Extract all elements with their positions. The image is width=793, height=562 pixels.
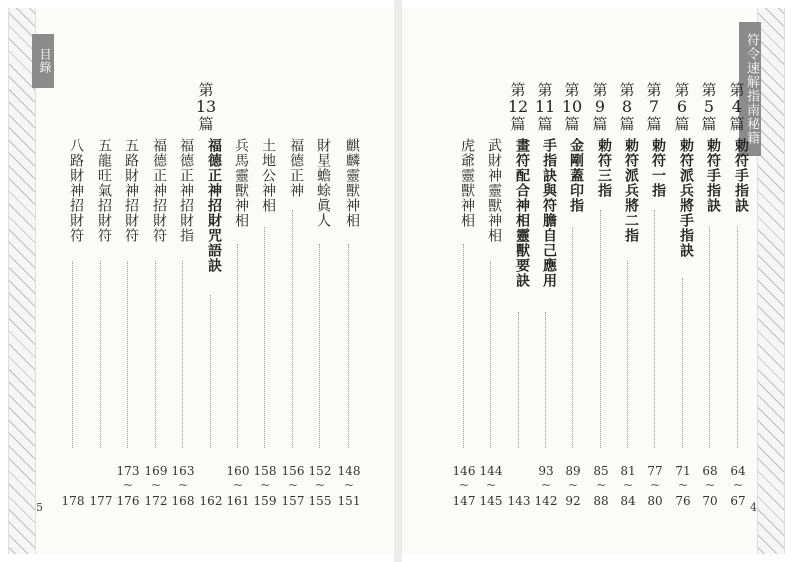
chapter-number: 9 (594, 97, 606, 116)
toc-leader-dots (600, 210, 601, 448)
toc-page-start: 148 (337, 464, 361, 478)
chapter-label-pian: 篇 (729, 115, 745, 133)
chapter-number: 12 (507, 97, 529, 116)
toc-page-end: 145 (479, 494, 503, 508)
chapter-heading (727, 82, 747, 132)
right-book-title-tab: 符令速解指南秘籍 (739, 22, 761, 156)
toc-entry-title[interactable]: 五路財神招財符 (123, 138, 139, 243)
toc-page-end: 161 (226, 494, 250, 508)
toc-leader-dots (463, 244, 464, 448)
toc-entry-title[interactable]: 虎爺靈獸神相 (459, 138, 475, 228)
chapter-label-di: 第 (592, 81, 608, 99)
chapter-label-di: 第 (646, 81, 662, 99)
toc-entry-title[interactable]: 財星蟾蜍眞人 (315, 138, 331, 228)
toc-range-tilde: ~ (150, 478, 162, 492)
toc-page-end: 147 (452, 494, 476, 508)
chapter-heading (535, 82, 555, 132)
toc-leader-dots (319, 244, 320, 448)
toc-range-tilde: ~ (259, 478, 271, 492)
toc-page-end: 143 (507, 494, 531, 508)
toc-range-tilde: ~ (649, 478, 661, 492)
toc-range-tilde: ~ (232, 478, 244, 492)
chapter-number: 8 (621, 97, 633, 116)
toc-page-start: 89 (565, 464, 581, 478)
chapter-label-di: 第 (619, 81, 635, 99)
chapter-label-di: 第 (537, 81, 553, 99)
toc-page-end: 76 (675, 494, 691, 508)
chapter-number: 13 (195, 97, 217, 116)
toc-page-start: 152 (308, 464, 332, 478)
chapter-number: 7 (648, 97, 660, 116)
chapter-label-di: 第 (674, 81, 690, 99)
toc-leader-dots (210, 295, 211, 448)
toc-page-end: 172 (144, 494, 168, 508)
toc-leader-dots (72, 261, 73, 448)
toc-page-end: 80 (647, 494, 663, 508)
chapter-label-di: 第 (198, 81, 214, 99)
toc-page-start: 146 (452, 464, 476, 478)
toc-page-end: 142 (534, 494, 558, 508)
toc-leader-dots (572, 227, 573, 448)
toc-page-start: 169 (144, 464, 168, 478)
right-page (402, 8, 785, 554)
toc-leader-dots (627, 261, 628, 448)
chapter-heading (562, 82, 582, 132)
chapter-label-pian: 篇 (619, 115, 635, 133)
chapter-heading (699, 82, 719, 132)
chapter-heading (617, 82, 637, 132)
toc-entry-title[interactable]: 武財神靈獸神相 (486, 138, 502, 243)
toc-leader-dots (237, 244, 238, 448)
toc-page-end: 88 (593, 494, 609, 508)
chapter-number: 6 (676, 97, 688, 116)
toc-leader-dots (292, 210, 293, 448)
chapter-label-pian: 篇 (701, 115, 717, 133)
toc-entry-title[interactable]: 勅符一指 (650, 138, 666, 198)
toc-leader-dots (127, 261, 128, 448)
toc-page-end: 84 (620, 494, 636, 508)
toc-range-tilde: ~ (458, 478, 470, 492)
chapter-label-pian: 篇 (537, 115, 553, 133)
toc-range-tilde: ~ (567, 478, 579, 492)
toc-page-end: 70 (702, 494, 718, 508)
toc-page-end: 157 (281, 494, 305, 508)
toc-page-end: 151 (337, 494, 361, 508)
toc-range-tilde: ~ (314, 478, 326, 492)
toc-entry-title[interactable]: 畫符配合神相靈獸要訣 (514, 138, 530, 288)
left-page (8, 8, 394, 554)
chapter-heading (590, 82, 610, 132)
toc-page-start: 77 (647, 464, 663, 478)
toc-range-tilde: ~ (177, 478, 189, 492)
toc-page-start: 81 (620, 464, 636, 478)
toc-page-end: 67 (730, 494, 746, 508)
toc-page-start: 144 (479, 464, 503, 478)
toc-range-tilde: ~ (595, 478, 607, 492)
toc-page-start: 68 (702, 464, 718, 478)
chapter-heading (672, 82, 692, 132)
toc-leader-dots (490, 261, 491, 448)
chapter-label-di: 第 (701, 81, 717, 99)
chapter-heading (508, 82, 528, 132)
toc-range-tilde: ~ (287, 478, 299, 492)
toc-leader-dots (682, 278, 683, 448)
chapter-label-pian: 篇 (510, 115, 526, 133)
toc-range-tilde: ~ (485, 478, 497, 492)
toc-entry-title[interactable]: 勅符派兵將手指訣 (678, 138, 694, 258)
toc-entry-title[interactable]: 手指訣與符膽自己應用 (541, 138, 557, 288)
toc-leader-dots (654, 210, 655, 448)
left-section-tab: 目錄 (32, 34, 54, 88)
left-page-number: 5 (36, 501, 43, 514)
toc-leader-dots (545, 312, 546, 448)
toc-entry-title[interactable]: 福德正神招財咒語訣 (206, 138, 222, 273)
toc-leader-dots (737, 227, 738, 448)
book-gutter (394, 0, 402, 562)
toc-entry-title[interactable]: 福德正神招財指 (178, 138, 194, 243)
chapter-number: 10 (561, 97, 583, 116)
toc-page-start: 173 (116, 464, 140, 478)
toc-leader-dots (100, 261, 101, 448)
toc-page-start: 160 (226, 464, 250, 478)
toc-entry-title[interactable]: 麒麟靈獸神相 (344, 138, 360, 228)
toc-leader-dots (518, 312, 519, 448)
toc-entry-title[interactable]: 八路財神招財符 (68, 138, 84, 243)
toc-entry-title[interactable]: 勅符手指訣 (705, 138, 721, 213)
toc-page-end: 162 (199, 494, 223, 508)
toc-entry-title[interactable]: 五龍旺氣招財符 (96, 138, 112, 243)
toc-range-tilde: ~ (732, 478, 744, 492)
toc-page-end: 178 (61, 494, 85, 508)
toc-page-start: 64 (730, 464, 746, 478)
chapter-heading (644, 82, 664, 132)
right-page-edge-pattern (757, 8, 785, 554)
toc-entry-title[interactable]: 福德正神 (288, 138, 304, 198)
chapter-label-di: 第 (564, 81, 580, 99)
toc-leader-dots (348, 244, 349, 448)
chapter-number: 5 (703, 97, 715, 116)
toc-leader-dots (155, 261, 156, 448)
chapter-label-pian: 篇 (592, 115, 608, 133)
toc-range-tilde: ~ (677, 478, 689, 492)
toc-leader-dots (182, 261, 183, 448)
toc-page-start: 93 (538, 464, 554, 478)
toc-entry-title[interactable]: 勅符手指訣 (733, 138, 749, 213)
chapter-number: 4 (731, 97, 743, 116)
toc-page-start: 85 (593, 464, 609, 478)
chapter-label-pian: 篇 (646, 115, 662, 133)
chapter-label-pian: 篇 (674, 115, 690, 133)
right-page-number: 4 (750, 501, 757, 514)
chapter-label-di: 第 (510, 81, 526, 99)
chapter-label-di: 第 (729, 81, 745, 99)
toc-page-end: 168 (171, 494, 195, 508)
chapter-label-pian: 篇 (198, 115, 214, 133)
toc-page-end: 155 (308, 494, 332, 508)
toc-page-end: 176 (116, 494, 140, 508)
chapter-number: 11 (534, 97, 556, 116)
toc-leader-dots (264, 227, 265, 448)
toc-page-start: 158 (253, 464, 277, 478)
left-page-edge-pattern (8, 8, 36, 554)
toc-page-end: 177 (89, 494, 113, 508)
toc-range-tilde: ~ (622, 478, 634, 492)
toc-entry-title[interactable]: 土地公神相 (260, 138, 276, 213)
toc-entry-title[interactable]: 勅符派兵將二指 (623, 138, 639, 243)
chapter-label-pian: 篇 (564, 115, 580, 133)
toc-page-start: 156 (281, 464, 305, 478)
toc-page-end: 159 (253, 494, 277, 508)
toc-entry-title[interactable]: 金剛蓋印指 (568, 138, 584, 213)
chapter-13-heading (196, 82, 216, 132)
toc-page-start: 71 (675, 464, 691, 478)
toc-range-tilde: ~ (122, 478, 134, 492)
toc-entry-title[interactable]: 兵馬靈獸神相 (233, 138, 249, 228)
toc-leader-dots (709, 227, 710, 448)
toc-page-end: 92 (565, 494, 581, 508)
toc-range-tilde: ~ (343, 478, 355, 492)
toc-entry-title[interactable]: 勅符三指 (596, 138, 612, 198)
toc-range-tilde: ~ (704, 478, 716, 492)
toc-page-start: 163 (171, 464, 195, 478)
toc-entry-title[interactable]: 福德正神招財符 (151, 138, 167, 243)
toc-range-tilde: ~ (540, 478, 552, 492)
